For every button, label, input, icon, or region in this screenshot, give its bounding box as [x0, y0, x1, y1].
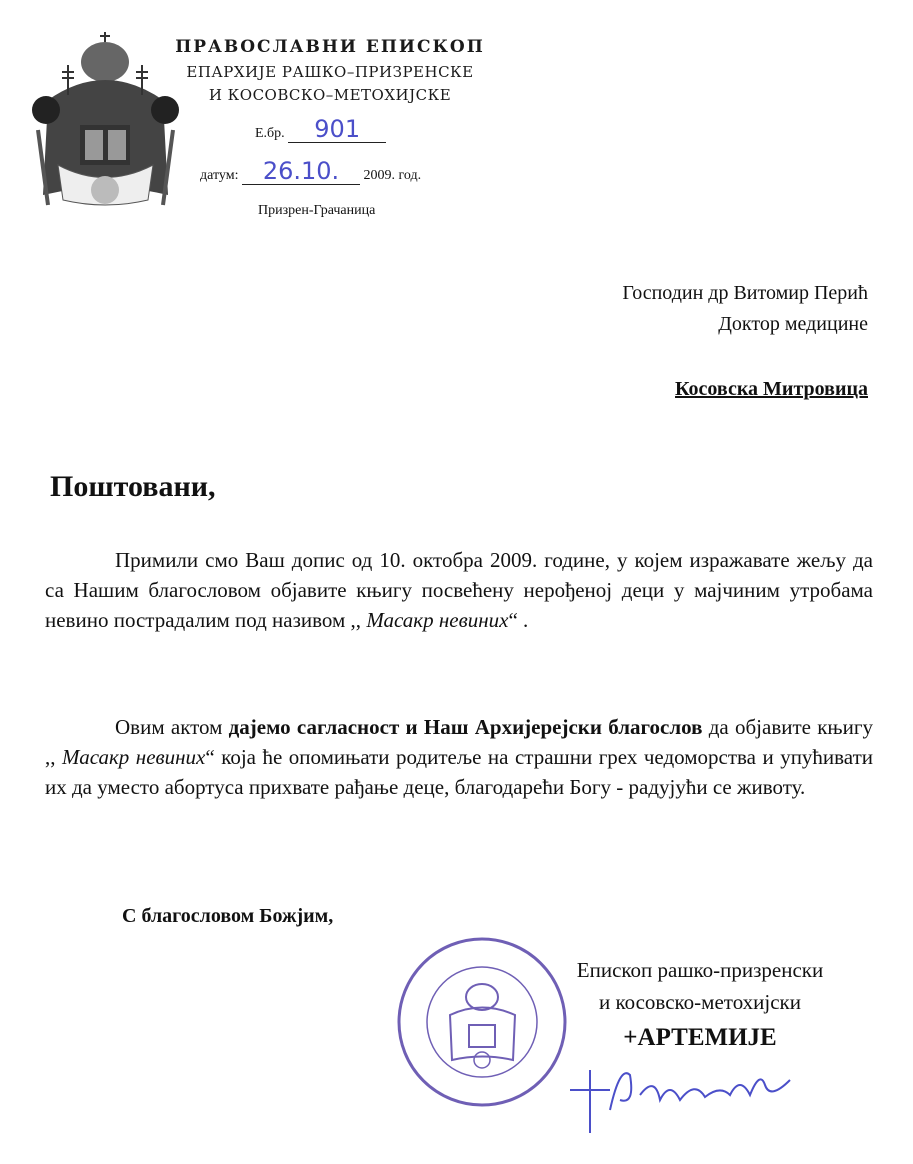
book-title: Масакр невиних	[366, 608, 509, 632]
paragraph-1-text: Примили смо Ваш допис од 10. октобра 2009. године, у којем изражавате жељу да са Нашим благословом објавите књигу посвећену нерођеној деци у мајчиним утробама невино пострадалим под називом ,,	[45, 548, 873, 632]
paragraph-2-bold: дајемо сагласност и Наш Архијерејски благослов	[228, 715, 703, 739]
coat-of-arms-icon	[28, 30, 183, 220]
reference-number-value: 901	[288, 116, 386, 143]
signatory-title-line1: Епископ рашко-призренски	[576, 958, 824, 982]
document-date	[200, 158, 421, 185]
letterhead-place: Призрен-Грачаница	[258, 203, 376, 218]
handwritten-signature-icon	[560, 1055, 830, 1135]
paragraph-1-end: “ .	[508, 608, 529, 632]
letterhead-title: ПРАВОСЛАВНИ ЕПИСКОП	[175, 37, 485, 57]
paragraph-2	[45, 712, 873, 802]
letterhead-eparchy: ЕПАРХИЈЕ РАШКО–ПРИЗРЕНСКЕ	[186, 63, 474, 81]
paragraph-2-start: Овим актом	[115, 715, 229, 739]
reference-number	[255, 116, 386, 143]
date-value: 26.10.	[242, 158, 360, 185]
book-title: Масакр невиних	[62, 745, 206, 769]
addressee-name: Господин др Витомир Перић	[622, 282, 868, 304]
greeting: Поштовани,	[50, 470, 216, 503]
date-year: 2009. год.	[363, 168, 422, 183]
paragraph-2-mid: да објавите књигу ,,	[45, 715, 873, 769]
signatory-title-line2: и косовско-метохијски	[598, 990, 802, 1014]
date-label: датум:	[200, 168, 239, 183]
letterhead-region: И КОСОВСКО–МЕТОХИЈСКЕ	[208, 86, 452, 104]
signatory-name: +АРТЕМИЈЕ	[623, 1024, 777, 1051]
addressee-city: Косовска Митровица	[675, 378, 868, 400]
closing: С благословом Божјим,	[122, 905, 334, 927]
paragraph-2-end: “ која ће опомињати родитеље на страшни грех чедоморства и упућивати их да уместо абортуса прихвате рађање деце, благодарећи Богу - радујући се животу.	[45, 745, 874, 799]
reference-number-label: Е.бр.	[255, 126, 285, 141]
paragraph-1	[45, 545, 873, 635]
addressee-title: Доктор медицине	[718, 313, 868, 335]
